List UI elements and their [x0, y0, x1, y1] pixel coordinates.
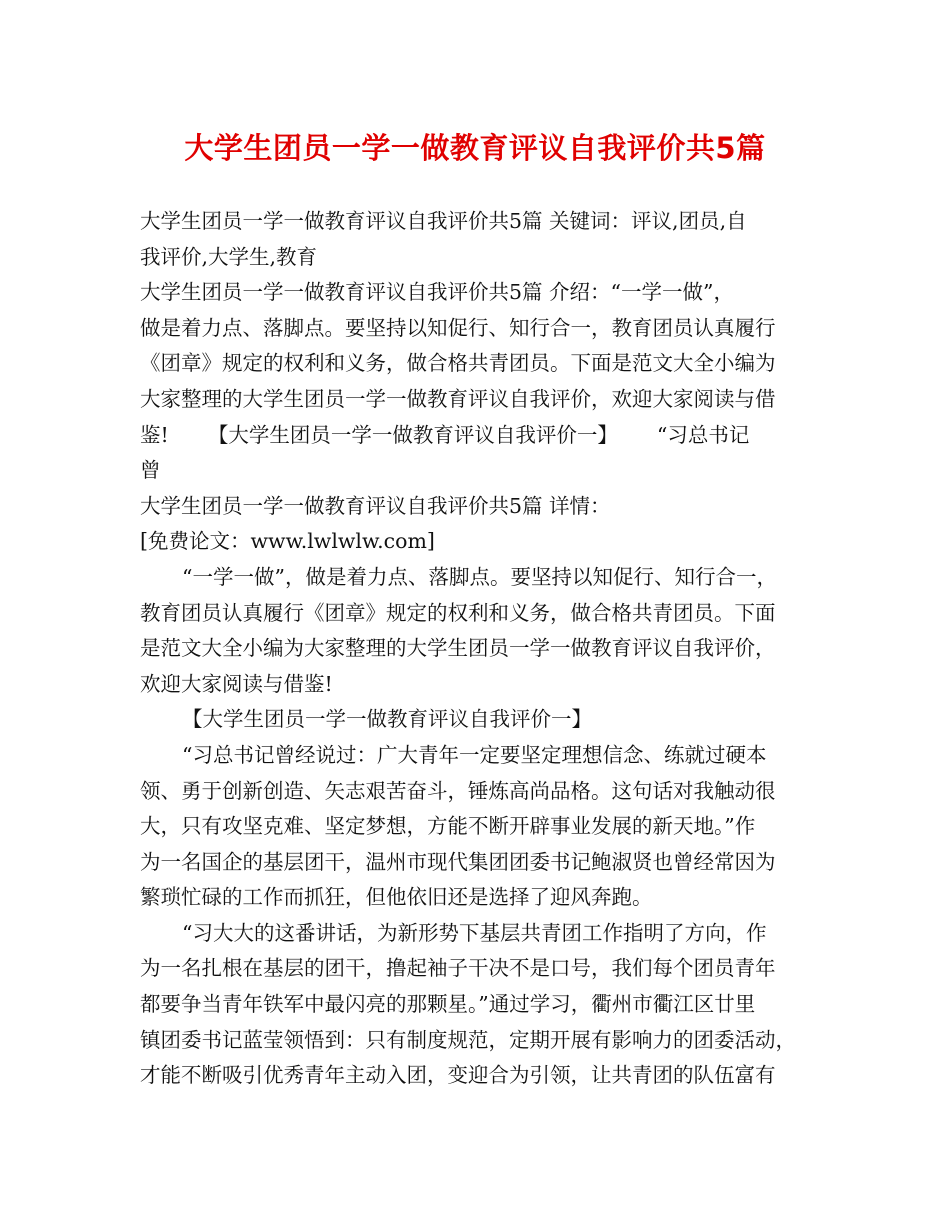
text-line: 大学生团员一学一做教育评议自我评价共5篇 介绍：“一学一做”， [140, 280, 735, 305]
text-line: “一学一做”，做是着力点、落脚点。要坚持以知促行、知行合一， [182, 564, 777, 589]
text-line: “习总书记曾经说过：广大青年一定要坚定理想信念、练就过硬本 [182, 742, 767, 767]
text-line: 镇团委书记蓝莹领悟到：只有制度规范，定期开展有影响力的团委活动， [140, 1027, 796, 1052]
text-line: 领、勇于创新创造、矢志艰苦奋斗，锤炼高尚品格。这句话对我触动很 [140, 778, 776, 803]
text-line: “习大大的这番讲话，为新形势下基层共青团工作指明了方向，作 [182, 920, 767, 945]
document-title: 大学生团员一学一做教育评议自我评价共5篇 [184, 131, 766, 165]
text-line: 教育团员认真履行《团章》规定的权利和义务，做合格共青团员。下面 [140, 600, 776, 625]
text-line: 为一名国企的基层团干，温州市现代集团团委书记鲍淑贤也曾经常因为 [140, 849, 776, 874]
text-line: 大，只有攻坚克难、坚定梦想，方能不断开辟事业发展的新天地。”作 [140, 814, 756, 839]
document-body [140, 204, 820, 1094]
text-line: 大学生团员一学一做教育评议自我评价共5篇 详情： [140, 493, 611, 518]
text-line: 曾 [140, 458, 161, 483]
text-line: 鉴! 【大学生团员一学一做教育评议自我评价一】 “习总书记 [140, 422, 750, 447]
text-line: 繁琐忙碌的工作而抓狂，但他依旧还是选择了迎风奔跑。 [140, 885, 653, 910]
text-line: 才能不断吸引优秀青年主动入团，变迎合为引领，让共青团的队伍富有 [140, 1063, 776, 1088]
text-line: 大家整理的大学生团员一学一做教育评议自我评价，欢迎大家阅读与借 [140, 386, 776, 411]
text-line: 我评价,大学生,教育 [140, 244, 318, 269]
text-line: [免费论文：www.lwlwlw.com] [140, 529, 435, 554]
text-line: 大学生团员一学一做教育评议自我评价共5篇 关键词：评议,团员,自 [140, 209, 747, 233]
text-line: 为一名扎根在基层的团干，撸起袖子干决不是口号，我们每个团员青年 [140, 956, 776, 981]
section-heading: 【大学生团员一学一做教育评议自我评价一】 [182, 707, 592, 732]
text-line: 做是着力点、落脚点。要坚持以知促行、知行合一，教育团员认真履行 [140, 315, 776, 340]
text-line: 都要争当青年铁军中最闪亮的那颗星。”通过学习，衢州市衢江区廿里 [140, 992, 756, 1017]
text-line: 是范文大全小编为大家整理的大学生团员一学一做教育评议自我评价， [140, 636, 776, 661]
text-line: 《团章》规定的权利和义务，做合格共青团员。下面是范文大全小编为 [140, 351, 776, 376]
text-line: 欢迎大家阅读与借鉴! [140, 671, 333, 696]
